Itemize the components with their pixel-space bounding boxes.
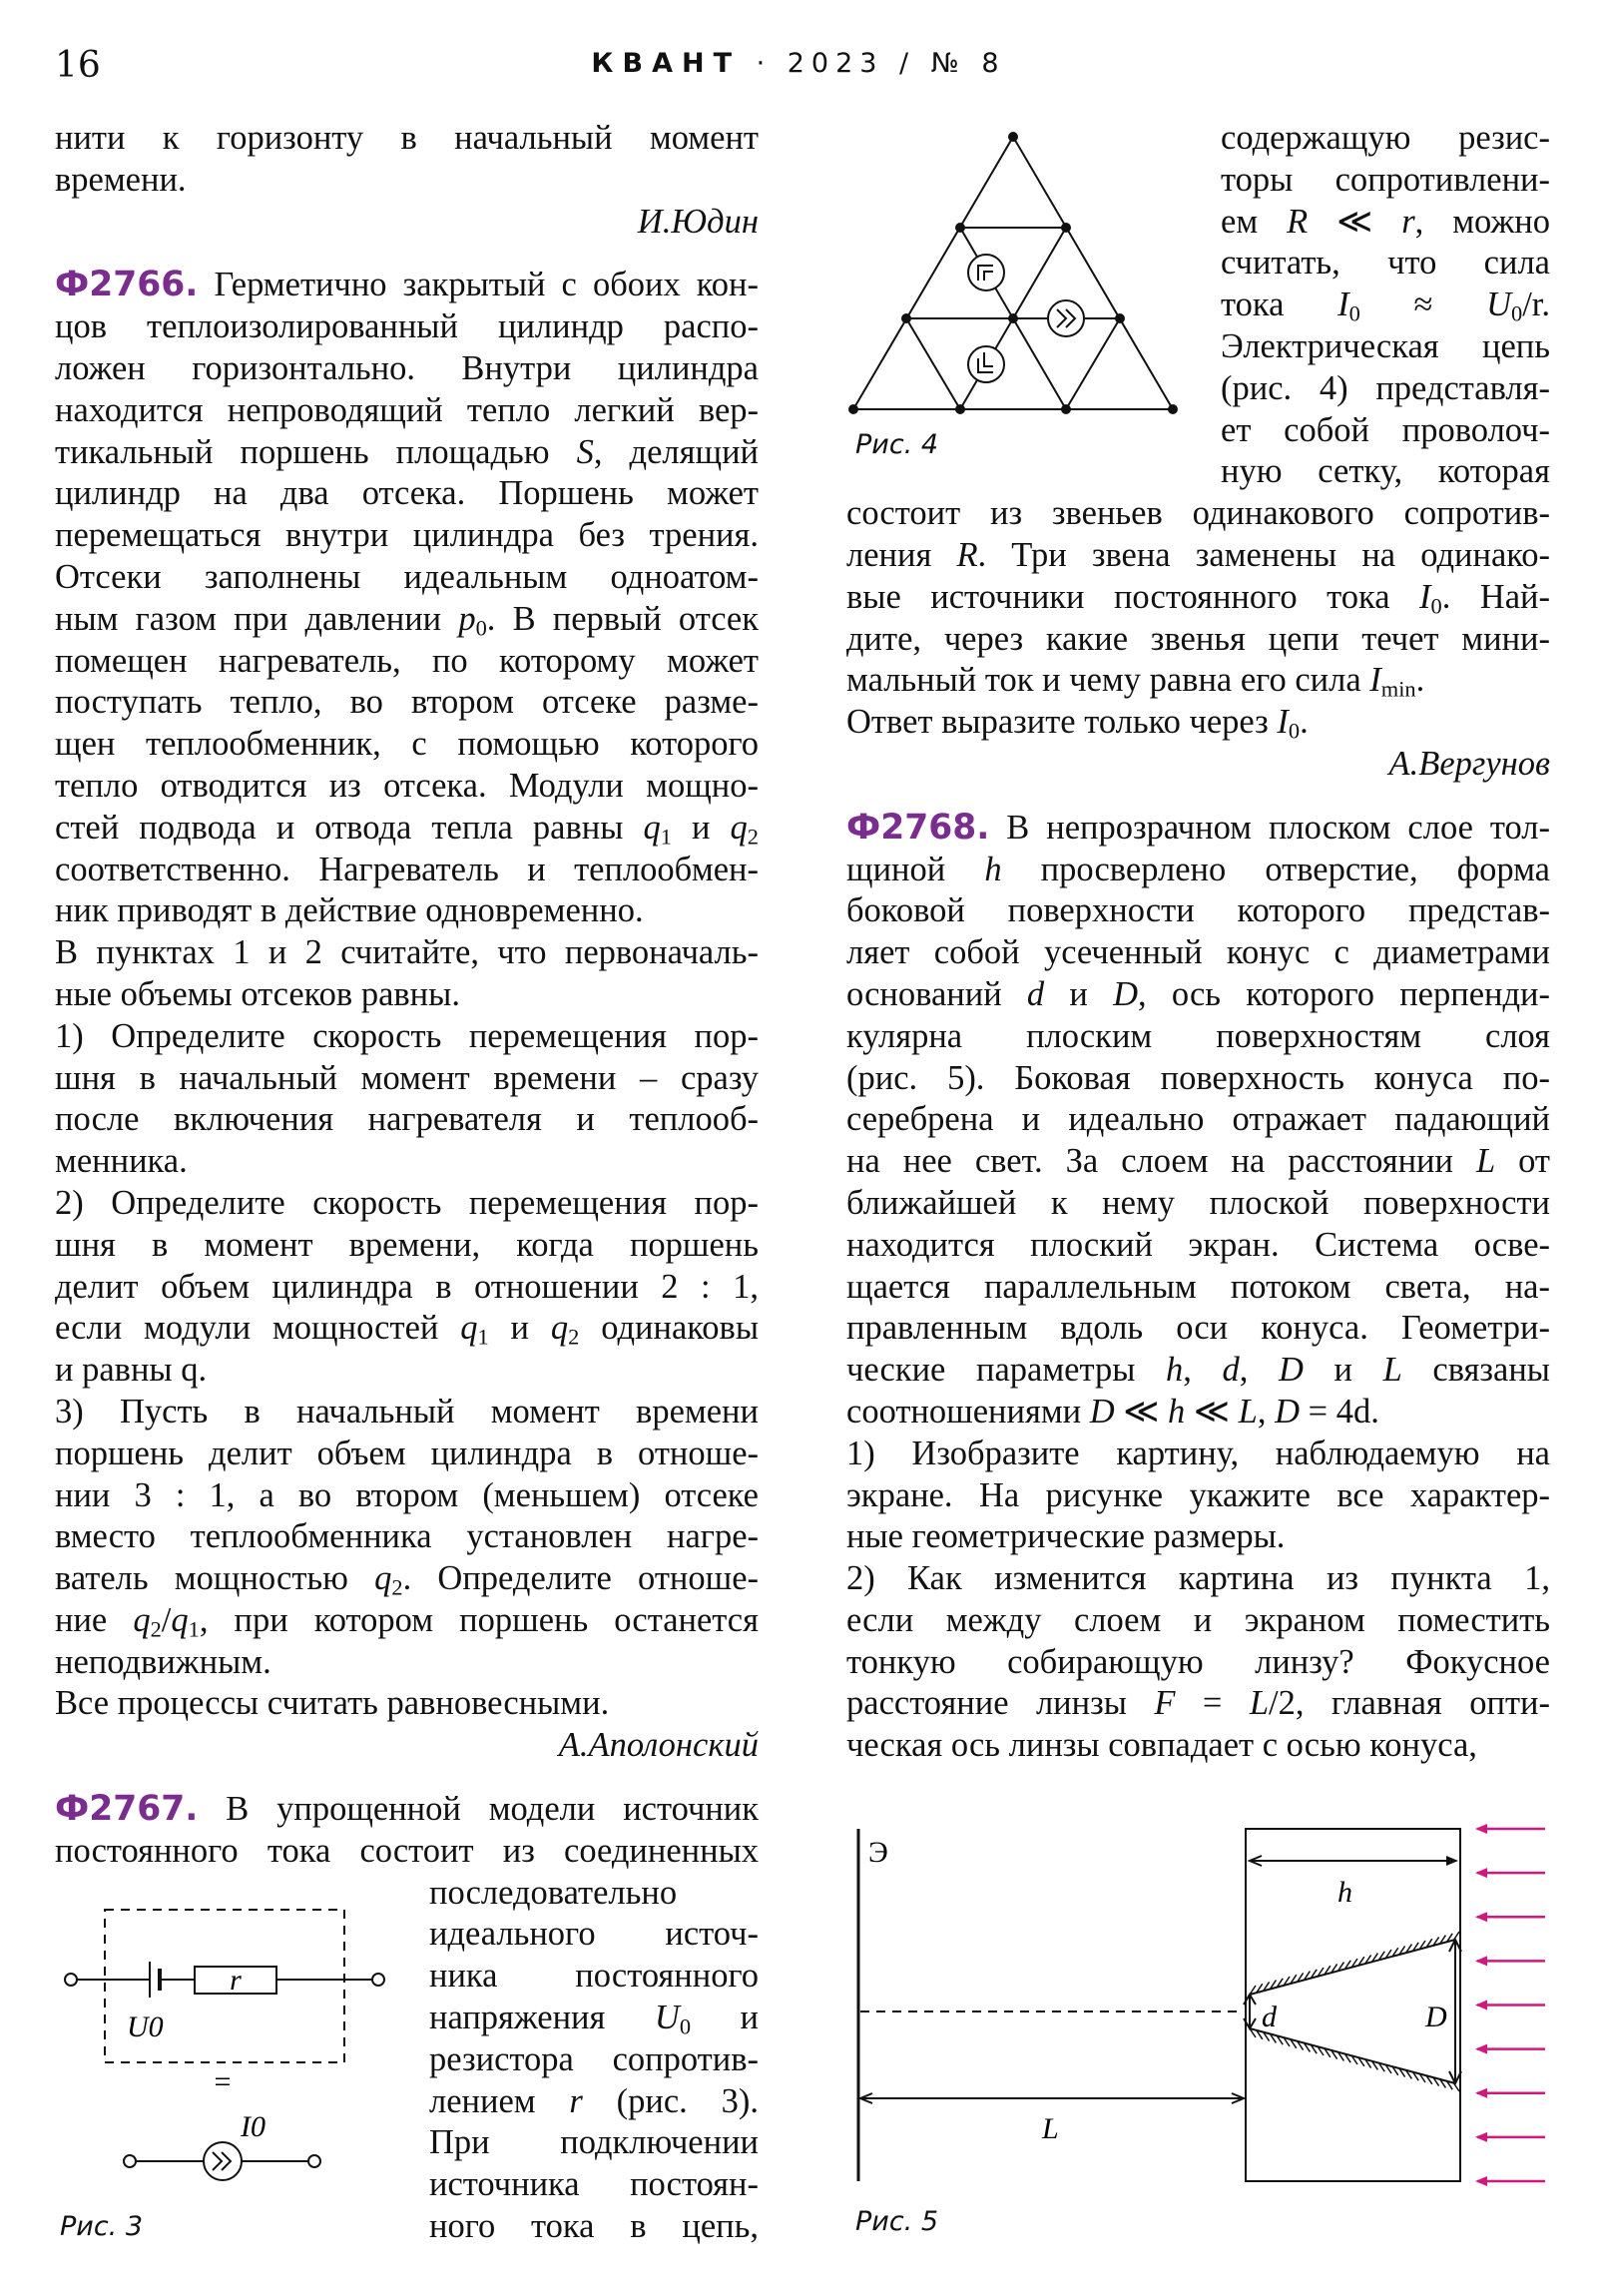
text-line: ника постоянного (429, 1957, 759, 1996)
text-line: шня в начальный момент времени – сразу (55, 1058, 759, 1097)
current-label: I0 (241, 2110, 266, 2143)
right-column (846, 118, 1550, 1767)
figure-3-caption: Рис. 3 (60, 2211, 144, 2242)
problem-id: Ф2768. (846, 807, 990, 848)
text-line: серебрена и идеально отражает падающий (846, 1100, 1550, 1139)
L-label: L (1042, 2112, 1059, 2145)
text-line: мальный ток и чему равна его сила $I_{min}$. (846, 661, 1425, 702)
text-line: и равны q. (55, 1351, 208, 1390)
text-line: после включения нагревателя и теплооб- (55, 1100, 759, 1139)
text-line: поршень делит объем цилиндра в отноше- (55, 1434, 759, 1472)
text-line: тонкую собирающую линзу? Фокусное (846, 1642, 1550, 1681)
text-line: содержащую резис- (1221, 119, 1550, 157)
figure-4-caption: Рис. 4 (855, 429, 939, 460)
text-line: В пунктах 1 и 2 считайте, что первоначаль- (55, 933, 759, 972)
text-line: на нее свет. За слоем на расстоянии L от (846, 1142, 1550, 1181)
text-line: делит объем цилиндра в отношении 2 : 1, (55, 1267, 759, 1306)
text-line: 3) Пусть в начальный момент времени (55, 1392, 759, 1431)
big-d-label: D (1425, 2001, 1447, 2033)
issue-label: · 2023 / № 8 (756, 48, 1006, 79)
text-line: постоянного тока состоит из соединенных (55, 1831, 759, 1870)
small-d-label: d (1262, 2001, 1277, 2033)
text-line: Все процессы считать равновесными. (55, 1684, 610, 1723)
text-line: ные объемы отсеков равны. (55, 974, 460, 1013)
text-line: 1) Изобразите картину, наблюдаемую на (846, 1434, 1550, 1472)
text-line: последовательно (429, 1873, 678, 1912)
text-line: состоит из звеньев одинакового сопротив- (846, 494, 1550, 533)
incident-light-arrows (1477, 1829, 1545, 2181)
f2767-side-text (429, 1873, 759, 2248)
text-line: 1) Определите скорость перемещения пор- (55, 1016, 759, 1055)
text-line: цилиндр на два отсека. Поршень может (55, 474, 759, 513)
text-line: Ответ выразите только через $I_0$. (846, 703, 1309, 744)
text-line: соответственно. Нагреватель и теплообмен- (55, 850, 759, 888)
text-line: ник приводят в действие одновременно. (55, 891, 644, 930)
text-line: ные геометрические размеры. (846, 1517, 1286, 1556)
f2766-first-line: Ф2766. Герметично закрытый с обоих кон- (55, 265, 760, 305)
text-line: 2) Определите скорость перемещения пор- (55, 1183, 759, 1222)
text-line: 2) Как изменится картина из пункта 1, (846, 1559, 1550, 1598)
h-label: h (1337, 1876, 1352, 1909)
text-line: вые источники постоянного тока $I_0$. Най- (846, 577, 1550, 619)
magazine-title: КВАНТ (591, 48, 741, 79)
page-number: 16 (55, 45, 101, 86)
text-line: оснований d и D, ось которого перпенди- (846, 974, 1550, 1013)
f2768-first-line: Ф2768. В непрозрачном плоском слое тол- (846, 807, 1550, 848)
problem-author: И.Юдин (637, 202, 759, 241)
text-line: ближайшей к нему плоской поверхности (846, 1183, 1550, 1222)
text-line: если между слоем и экраном поместить (846, 1600, 1550, 1639)
text-line: шня в момент времени, когда поршень (55, 1225, 759, 1264)
f2768-body (846, 850, 1550, 1768)
text-line: ную сетку, которая (1221, 452, 1550, 491)
text-line: экране. На рисунке укажите все характер- (846, 1475, 1550, 1514)
text-line: щен теплообменник, с помощью которого (55, 725, 759, 764)
text-line: (рис. 5). Боковая поверхность конуса по- (846, 1058, 1550, 1097)
text-line: перемещаться внутри цилиндра без трения. (55, 516, 759, 555)
problem-id: Ф2767. (55, 1789, 199, 1830)
text-line: щиной h просверлено отверстие, форма (846, 850, 1550, 888)
text-line: помещен нагреватель, по которому может (55, 641, 759, 680)
intro-line: времени. (55, 160, 187, 199)
f2767-first-line: Ф2767. В упрощенной модели источник (55, 1789, 759, 1830)
text-line: тикальный поршень площадью S, делящий (55, 432, 759, 471)
text-line: резистора сопротив- (429, 2039, 759, 2078)
f2767-continued-side (1221, 118, 1550, 493)
resistor-label: r (230, 1964, 242, 1997)
text-line: ческие параметры h, d, D и L связаны (846, 1351, 1550, 1390)
screen-label: Э (868, 1836, 888, 1869)
problem-author: А.Вергунов (1388, 744, 1550, 783)
figure-5 (846, 1817, 1555, 2216)
text-line: цов теплоизолированный цилиндр распо- (55, 307, 759, 346)
text-line: считать, что сила (1221, 244, 1550, 283)
text-line: ления R. Три звена заменены на одинако- (846, 535, 1551, 574)
text-line: боковой поверхности которого представ- (846, 891, 1550, 930)
problem-author: А.Аполонский (558, 1726, 759, 1765)
voltage-label: U0 (127, 2010, 164, 2043)
text-line: источника постоян- (429, 2165, 759, 2204)
text-line: Отсеки заполнены идеальным одноатом- (55, 557, 759, 596)
text-line: (рис. 4) представля- (1221, 368, 1550, 407)
text-line: ватель мощностью $q_2$. Определите отноше- (55, 1559, 760, 1600)
text-line: дите, через какие звенья цепи течет мини- (846, 619, 1550, 658)
text-line: вместо теплообменника установлен нагре- (55, 1517, 759, 1556)
text-line: правленным вдоль оси конуса. Геометри- (846, 1309, 1550, 1348)
text-line: находится непроводящий тепло легкий вер- (55, 390, 759, 429)
text-line: поступать тепло, во втором отсеке разме- (55, 683, 759, 722)
text-line: ческая ось линзы совпадает с осью конуса, (846, 1726, 1477, 1765)
intro-line: нити к горизонту в начальный момент (55, 119, 759, 157)
problem-id: Ф2766. (55, 265, 199, 305)
text-line: ного тока в цепь, (429, 2207, 759, 2246)
figure-5-caption: Рис. 5 (855, 2206, 939, 2237)
text-line: ляет собой усеченный конус с диаметрами (846, 933, 1550, 972)
figure-3 (55, 1887, 394, 2266)
text-line: Электрическая цепь (1221, 326, 1550, 365)
text-line: если модули мощностей $q_1$ и $q_2$ одинаковы (55, 1309, 760, 1350)
text-line: тока $I_0 \approx U_0/r$. (1221, 286, 1550, 326)
text-line: кулярна плоским поверхностям слоя (846, 1016, 1550, 1055)
text-line: ным газом при давлении $p_0$. В первый отсек (55, 599, 759, 641)
text-line: ем R ≪ r, можно (1221, 202, 1550, 241)
text-line: ложен горизонтально. Внутри цилиндра (55, 348, 759, 387)
running-header (0, 48, 1597, 79)
f2767-continued (846, 493, 1550, 744)
text-line: При подключении (429, 2123, 759, 2162)
text-line: лением r (рис. 3). (429, 2081, 759, 2120)
text-line: неподвижным. (55, 1642, 271, 1681)
text-line: находится плоский экран. Система осве- (846, 1225, 1550, 1264)
equals-sign: = (214, 2065, 232, 2098)
text-line: торы сопротивлени- (1221, 160, 1550, 199)
text-line: расстояние линзы F = L/2, главная опти- (846, 1684, 1550, 1723)
text-line: ет собой проволоч- (1221, 410, 1550, 449)
text-line: соотношениями D ≪ h ≪ L, D = 4d. (846, 1392, 1379, 1431)
text-line: нии 3 : 1, а во втором (меньшем) отсеке (55, 1475, 759, 1514)
text-line: идеального источ- (429, 1915, 759, 1954)
text-line: щается параллельным потоком света, на- (846, 1267, 1550, 1306)
text-line: менника. (55, 1142, 188, 1181)
text-line: тепло отводится из отсека. Модули мощно- (55, 766, 759, 805)
text-line: напряжения $U_0$ и (429, 1999, 759, 2039)
text-line: стей подвода и отвода тепла равны $q_1$ и $q_2$ (55, 808, 759, 850)
f2766-body (55, 306, 759, 1725)
text-line: ние $q_2/q_1$, при котором поршень останется (55, 1600, 759, 1642)
